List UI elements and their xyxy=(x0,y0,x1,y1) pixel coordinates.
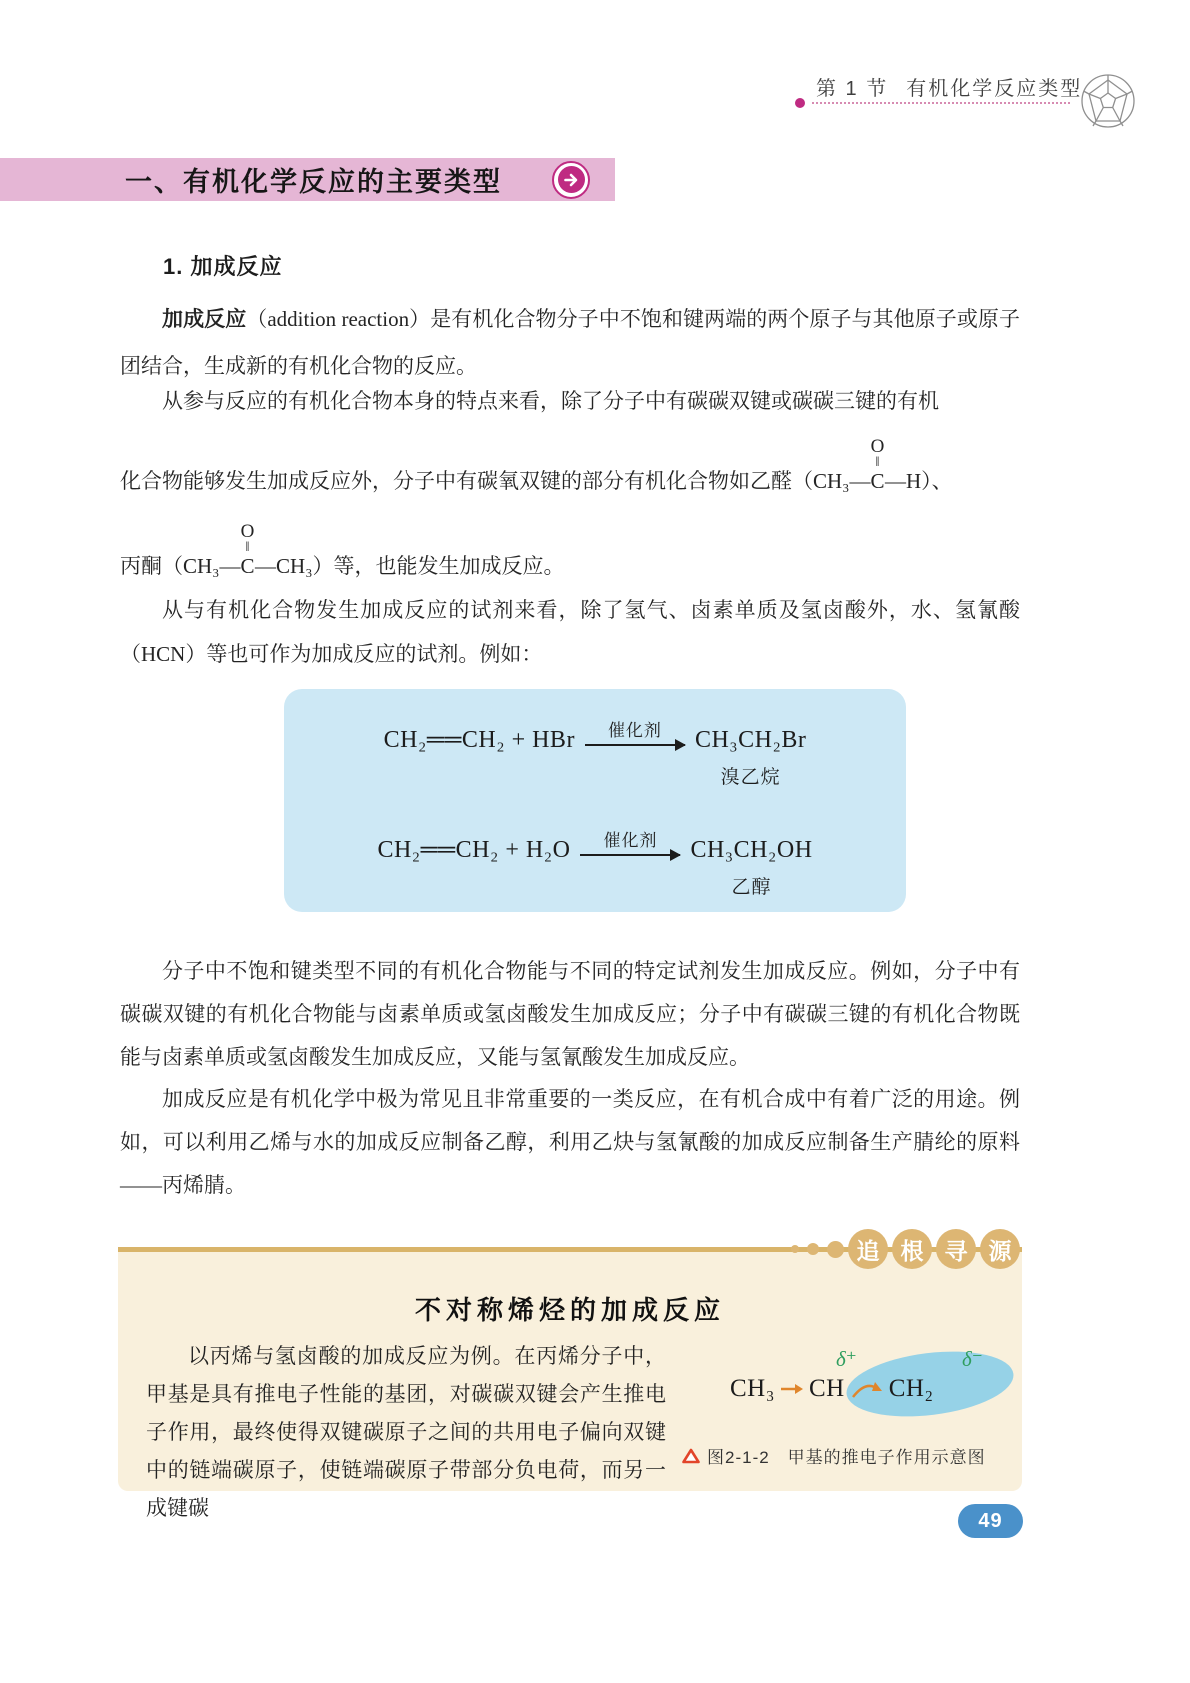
badge-dot xyxy=(791,1245,799,1253)
carbonyl-oxygen: O xyxy=(870,436,885,457)
methyl-group: CH₃ xyxy=(730,1375,775,1402)
chemical-equation-hbr xyxy=(284,721,906,788)
propene-formula xyxy=(730,1375,934,1403)
badge-char: 根 xyxy=(892,1229,932,1269)
badge-dot xyxy=(827,1241,844,1258)
header-dotted-rule xyxy=(812,102,1070,104)
page-number: 49 xyxy=(978,1509,1003,1532)
text-line-acetaldehyde: 化合物能够发生加成反应外，分子中有碳氧双键的部分有机化合物如乙醛（CH₃— O ‖ C—H）、 xyxy=(120,466,1020,496)
paragraph-definition xyxy=(120,296,1020,389)
chemical-equation-water xyxy=(284,831,906,898)
ch2-group: CH₂ xyxy=(888,1375,934,1402)
paragraph-reagents: 从与有机化合物发生加成反应的试剂来看，除了氢气、卤素单质及氢卤酸外，水、氢氰酸（HCN）等也可作为加成反应的试剂。例如： xyxy=(120,598,1020,666)
root-tracing-box xyxy=(118,1237,1022,1520)
reaction-arrow-icon xyxy=(585,716,685,746)
text-line-acetone: 丙酮（CH₃— O ‖ C—CH₃）等，也能发生加成反应。 xyxy=(120,551,1020,581)
carbonyl-carbon: C xyxy=(240,554,256,578)
arrow-right-icon xyxy=(558,166,585,193)
figure-2-1-2 xyxy=(678,1337,1002,1527)
triangle-marker-icon xyxy=(682,1448,700,1464)
fullerene-icon xyxy=(1078,71,1138,136)
arrow-shaft xyxy=(580,854,680,856)
section-bar-title: 一、有机化学反应的主要类型 xyxy=(125,167,502,197)
paragraph-text: （addition reaction）是有机化合物分子中不饱和键两端的两个原子与其他原子或原子团结合，生成新的有机化合物的反应。 xyxy=(120,307,1020,378)
push-arrow-icon xyxy=(780,1382,804,1396)
carbonyl-group xyxy=(240,521,256,581)
delta-minus-label: δ⁻ xyxy=(962,1347,983,1371)
figure-caption-text: 图2-1-2 甲基的推电子作用示意图 xyxy=(707,1448,986,1467)
header-dot xyxy=(795,98,805,108)
paragraph-applications: 加成反应是有机化学中极为常见且非常重要的一类反应，在有机合成中有着广泛的用途。例如，可以利用乙烯与水的加成反应制备乙醇，利用乙炔与氢氰酸的加成反应制备生产腈纶的原料——丙烯腈。 xyxy=(120,1087,1020,1197)
arrow-circle-icon xyxy=(552,161,590,199)
equation-reactants: CH₂══CH₂ + H₂O xyxy=(377,837,571,863)
figure-caption xyxy=(682,1443,986,1468)
subsection-heading: 1. 加成反应 xyxy=(163,254,283,279)
badge-char: 寻 xyxy=(936,1229,976,1269)
reaction-condition: 催化剂 xyxy=(607,721,662,740)
root-tracing-badge xyxy=(783,1229,1020,1269)
carbonyl-carbon: C xyxy=(870,469,886,493)
double-bond-icon: ‖ xyxy=(245,540,250,555)
section-title-bar xyxy=(0,158,615,201)
badge-dot xyxy=(807,1243,819,1255)
paragraph-carbonyl-compounds xyxy=(120,386,1020,581)
reaction-arrow-icon xyxy=(580,826,680,856)
delta-plus-label: δ⁺ xyxy=(836,1347,857,1371)
note-body-text: 以丙烯与氢卤酸的加成反应为例。在丙烯分子中，甲基是具有推电子性能的基团，对碳碳双键会产生推电子作用，最终使得双键碳原子之间的共用电子偏向双键中的链端碳原子，使链端碳原子带部分负电荷，而另一成键碳 xyxy=(146,1344,666,1520)
product-name: 溴乙烷 xyxy=(720,767,781,788)
badge-char: 追 xyxy=(848,1229,888,1269)
ch-group: CH xyxy=(808,1375,845,1402)
product-name: 乙醇 xyxy=(731,877,772,898)
page-number-badge xyxy=(958,1504,1023,1538)
carbonyl-group xyxy=(870,436,886,496)
equation-box xyxy=(284,689,906,912)
arrow-shaft xyxy=(585,744,685,746)
page-header xyxy=(816,72,1082,101)
curved-arrow-icon xyxy=(850,1378,884,1400)
section-number: 第 1 节 xyxy=(816,78,889,100)
reaction-condition: 催化剂 xyxy=(603,831,658,850)
equation-product: CH₃CH₂Br xyxy=(694,727,807,753)
text-line: 从参与反应的有机化合物本身的特点来看，除了分子中有碳碳双键或碳碳三键的有机 xyxy=(162,389,939,413)
badge-char: 源 xyxy=(980,1229,1020,1269)
double-bond-icon: ‖ xyxy=(875,455,880,470)
paragraph-specific-reagents: 分子中不饱和键类型不同的有机化合物能与不同的特定试剂发生加成反应。例如，分子中有碳碳双键的有机化合物能与卤素单质或氢卤酸发生加成反应；分子中有碳碳三键的有机化合物既能与卤素单质或氢卤酸发生加成反应，又能与氢氰酸发生加成反应。 xyxy=(120,959,1020,1069)
equation-product: CH₃CH₂OH xyxy=(690,837,813,863)
equation-reactants: CH₂══CH₂ + HBr xyxy=(383,727,575,753)
note-heading: 不对称烯烃的加成反应 xyxy=(414,1296,725,1325)
term-addition-reaction: 加成反应 xyxy=(162,308,247,331)
carbonyl-oxygen: O xyxy=(240,521,255,542)
section-title: 有机化学反应类型 xyxy=(906,78,1083,100)
